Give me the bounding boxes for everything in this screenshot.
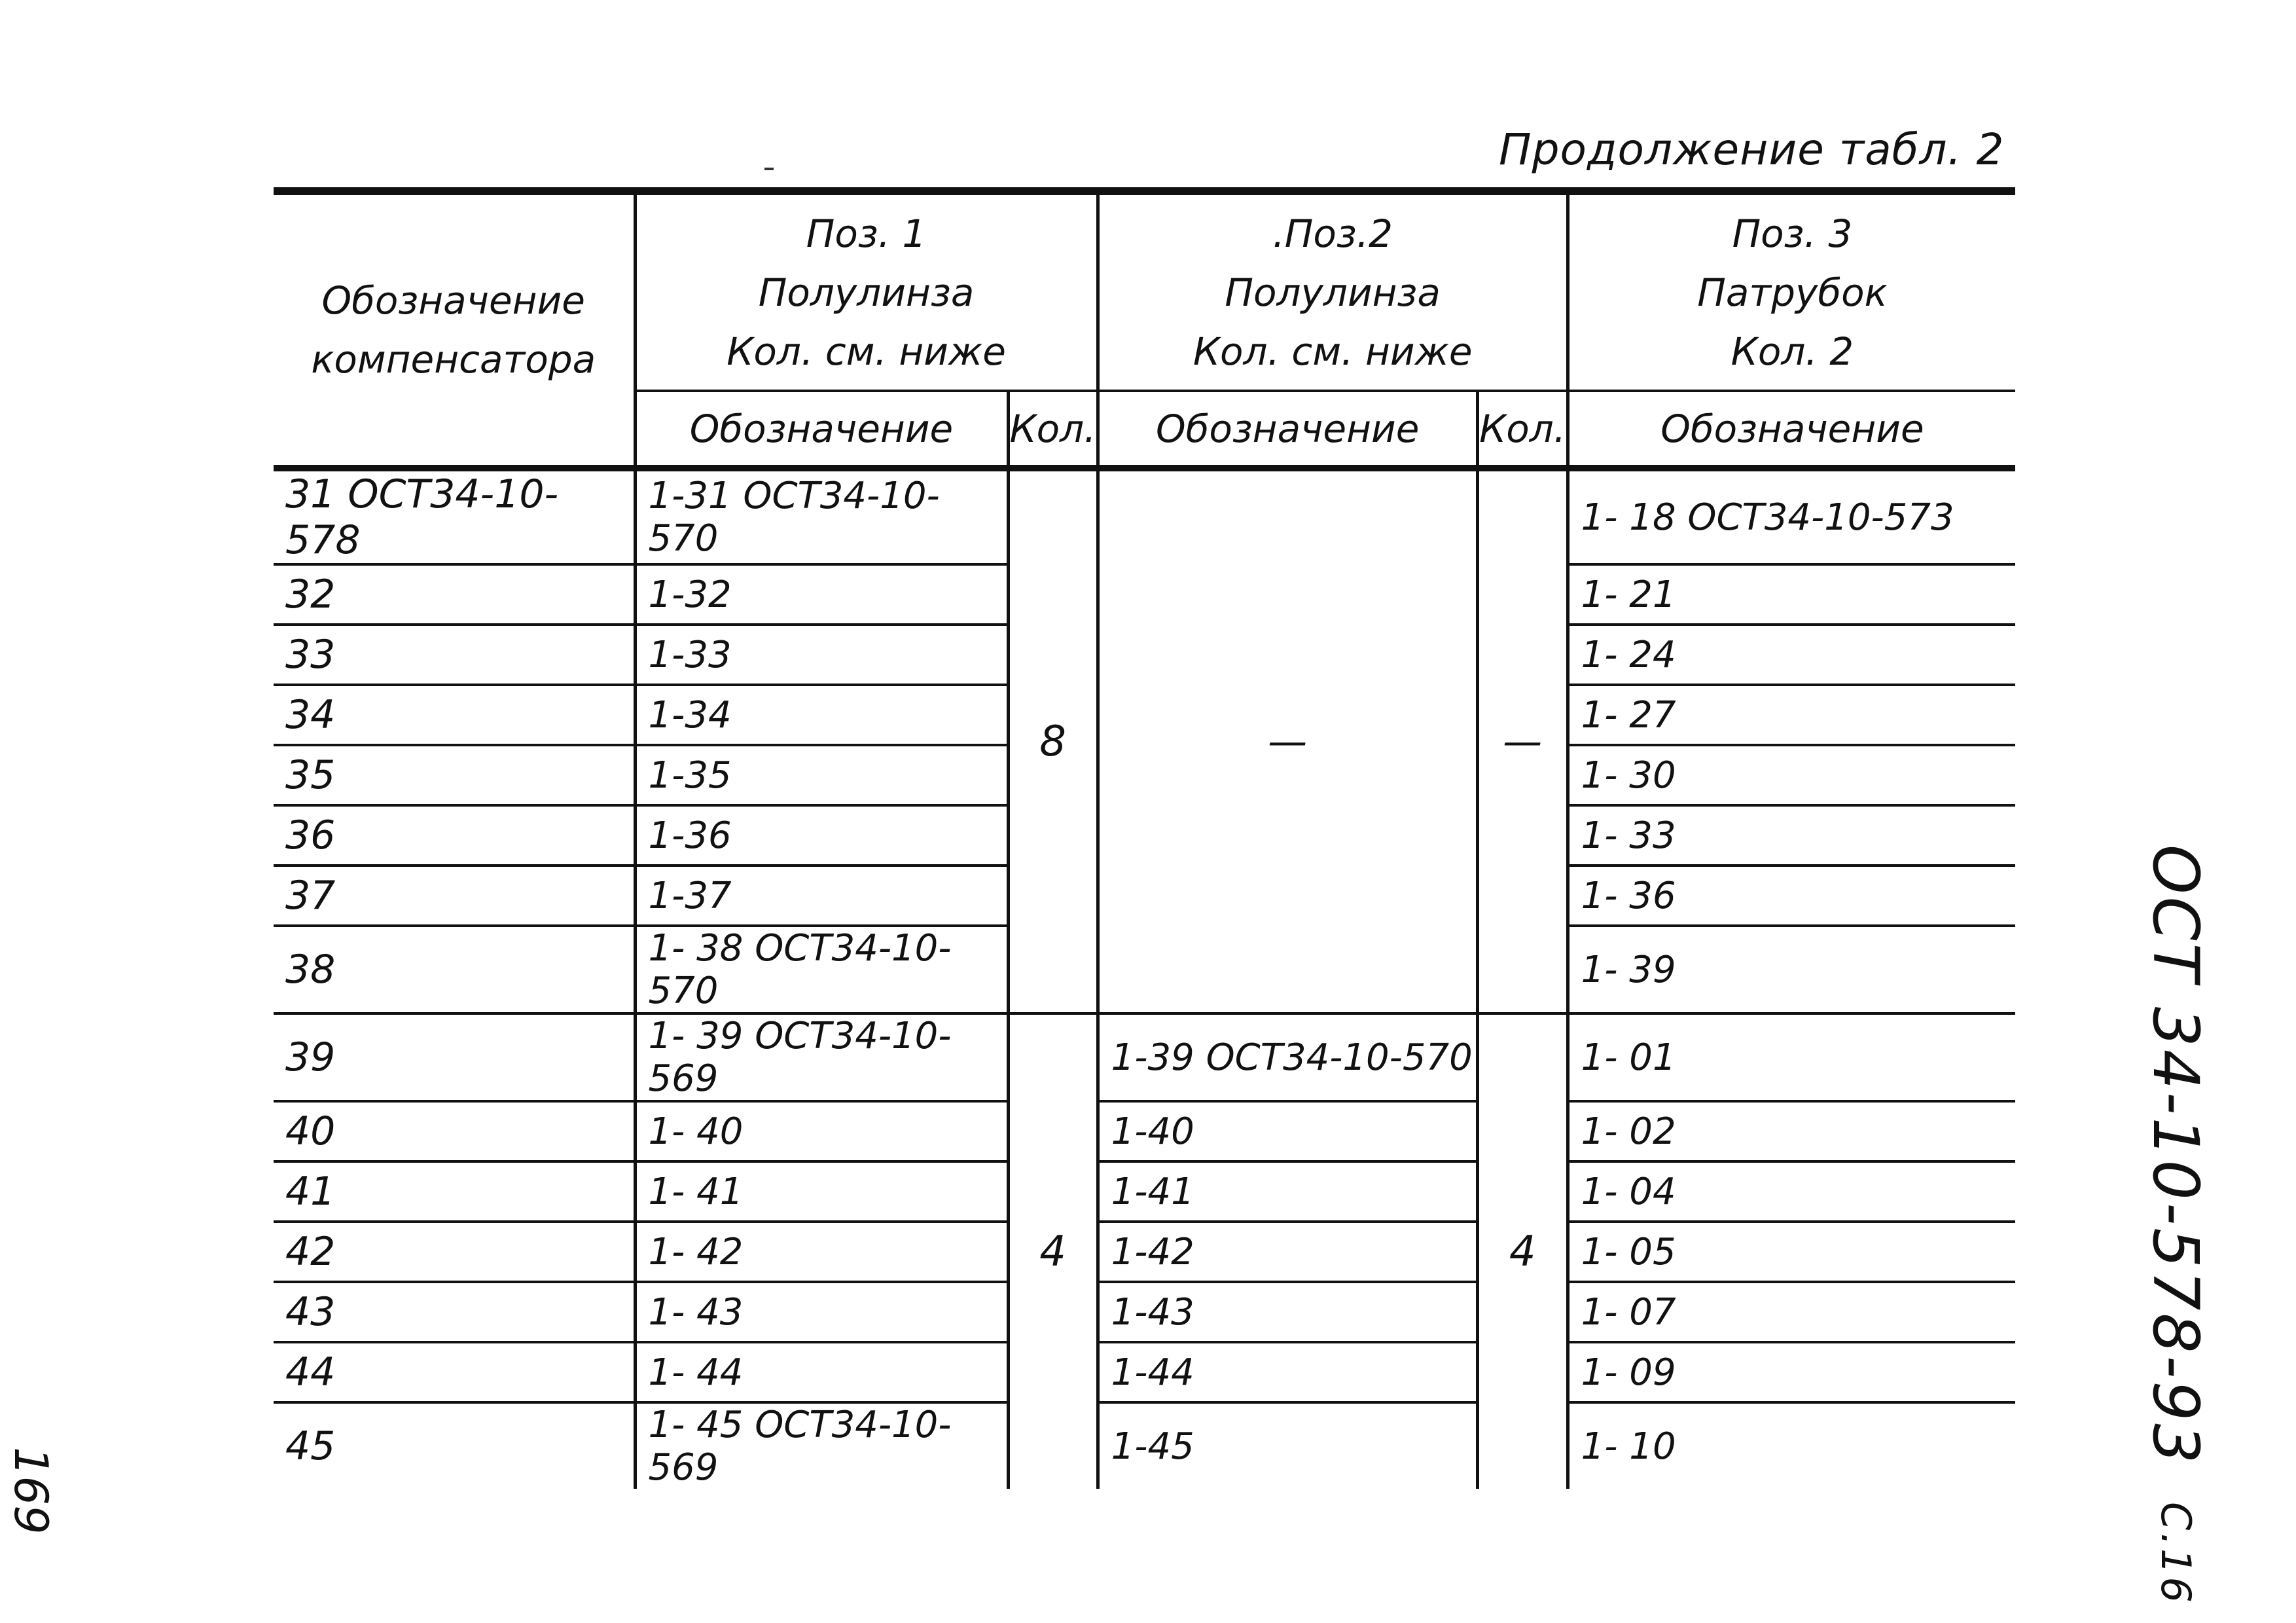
cell-pos3: 1- 18 ОСТ34-10-573: [1568, 468, 2015, 564]
cell-pos3: 1- 01: [1568, 1013, 2015, 1101]
cell-pos1: 1-32: [635, 564, 1008, 625]
cell-pos1: 1- 40: [635, 1101, 1008, 1161]
cell-designation: 43: [274, 1282, 635, 1342]
cell-pos1: 1- 42: [635, 1222, 1008, 1282]
cell-pos3: 1- 33: [1568, 805, 2015, 866]
header-pos3-line3: Кол. 2: [1731, 329, 1854, 374]
cell-pos2-qty-dash: —: [1477, 468, 1568, 1013]
cell-designation: 36: [274, 805, 635, 866]
table-continuation-note: Продолжение табл. 2: [1499, 124, 2005, 175]
subheader-pos2-designation: Обозначение: [1098, 391, 1477, 468]
page-number: 169: [4, 1447, 58, 1535]
header-designation: [274, 191, 635, 468]
cell-designation: 42: [274, 1222, 635, 1282]
table-row: [274, 1282, 2015, 1342]
cell-designation: 44: [274, 1342, 635, 1402]
cell-pos2: 1-41: [1098, 1161, 1477, 1222]
cell-pos3: 1- 36: [1568, 866, 2015, 926]
table-row: [274, 1342, 2015, 1402]
table-row: [274, 1161, 2015, 1222]
cell-pos3: 1- 02: [1568, 1101, 2015, 1161]
table-row: [274, 468, 2015, 564]
cell-designation: 35: [274, 745, 635, 805]
header-pos2-line2: Полулинза: [1225, 270, 1441, 315]
cell-pos1: 1- 38 ОСТ34-10-570: [635, 926, 1008, 1013]
header-designation-line2: компенсатора: [311, 337, 596, 382]
header-pos1: [635, 191, 1098, 391]
cell-pos2-qty-group-bottom: 4: [1477, 1013, 1568, 1489]
cell-designation: 40: [274, 1101, 635, 1161]
table-row: [274, 1013, 2015, 1101]
cell-pos3: 1- 04: [1568, 1161, 2015, 1222]
cell-pos1-qty-group-top: 8: [1008, 468, 1098, 1013]
cell-pos2: 1-42: [1098, 1222, 1477, 1282]
cell-pos3: 1- 09: [1568, 1342, 2015, 1402]
cell-pos3: 1- 07: [1568, 1282, 2015, 1342]
header-pos3: [1568, 191, 2015, 391]
cell-pos3: 1- 39: [1568, 926, 2015, 1013]
cell-pos3: 1- 05: [1568, 1222, 2015, 1282]
cell-pos3: 1- 27: [1568, 685, 2015, 745]
cell-pos1: 1- 45 ОСТ34-10-569: [635, 1402, 1008, 1489]
cell-pos1: 1-36: [635, 805, 1008, 866]
sheet-number: С.16: [2152, 1501, 2200, 1605]
cell-designation: 45: [285, 1423, 336, 1469]
subheader-pos2-qty: Кол.: [1477, 391, 1568, 468]
header-pos1-line3: Кол. см. ниже: [726, 329, 1006, 374]
cell-pos2: 1-39 ОСТ34-10-570: [1098, 1013, 1477, 1101]
cell-pos1: 1-37: [635, 866, 1008, 926]
cell-pos3: 1- 21: [1568, 564, 2015, 625]
document-code-vertical: [2062, 845, 2212, 1605]
header-pos2-line1: .Поз.2: [1272, 211, 1393, 256]
cell-pos1: 1-34: [635, 685, 1008, 745]
cell-pos3: 1- 24: [1568, 625, 2015, 685]
header-pos1-line1: Поз. 1: [806, 211, 927, 256]
cell-pos1: 1-35: [635, 745, 1008, 805]
cell-pos2: 1-40: [1098, 1101, 1477, 1161]
table-row: [274, 1402, 2015, 1489]
cell-designation: 38: [274, 926, 635, 1013]
cell-pos1: 1- 44: [635, 1342, 1008, 1402]
table-row: [274, 1222, 2015, 1282]
table-row: [274, 1101, 2015, 1161]
spec-table-container: [274, 187, 2015, 1489]
cell-designation: 41: [274, 1161, 635, 1222]
cell-pos1-qty-group-bottom: 4: [1008, 1013, 1098, 1489]
cell-pos1: 1- 39 ОСТ34-10-569: [635, 1013, 1008, 1101]
cell-designation: 39: [274, 1013, 635, 1101]
spec-table: [274, 187, 2015, 1489]
cell-pos1: 1- 43: [635, 1282, 1008, 1342]
cell-pos2-empty-dash: —: [1098, 468, 1477, 1013]
header-designation-line1: Обозначение: [321, 278, 585, 323]
subheader-pos3-designation: Обозначение: [1568, 391, 2015, 468]
cell-pos1: 1- 41: [635, 1161, 1008, 1222]
header-pos2-line3: Кол. см. ниже: [1193, 329, 1473, 374]
cell-pos3: 1- 30: [1568, 745, 2015, 805]
cell-designation: 34: [274, 685, 635, 745]
header-pos3-line2: Патрубок: [1697, 270, 1888, 315]
cell-pos3: 1- 10: [1568, 1402, 2015, 1489]
header-pos2: [1098, 191, 1568, 391]
cell-pos1: 1-33: [635, 625, 1008, 685]
cell-pos2: 1-45: [1098, 1402, 1477, 1489]
cell-designation: 37: [274, 866, 635, 926]
cell-pos1: 1-31 ОСТ34-10-570: [635, 468, 1008, 564]
document-code: ОСТ 34-10-578-93: [2139, 845, 2212, 1467]
cell-designation: 32: [274, 564, 635, 625]
header-pos1-line2: Полулинза: [758, 270, 975, 315]
cell-pos2: 1-43: [1098, 1282, 1477, 1342]
subheader-pos1-qty: Кол.: [1008, 391, 1098, 468]
subheader-pos1-designation: Обозначение: [635, 391, 1008, 468]
cell-pos2: 1-44: [1098, 1342, 1477, 1402]
cell-designation: 33: [274, 625, 635, 685]
stray-mark: [764, 168, 774, 170]
header-pos3-line1: Поз. 3: [1732, 211, 1853, 256]
cell-designation: 31 ОСТ34-10-578: [274, 468, 635, 564]
